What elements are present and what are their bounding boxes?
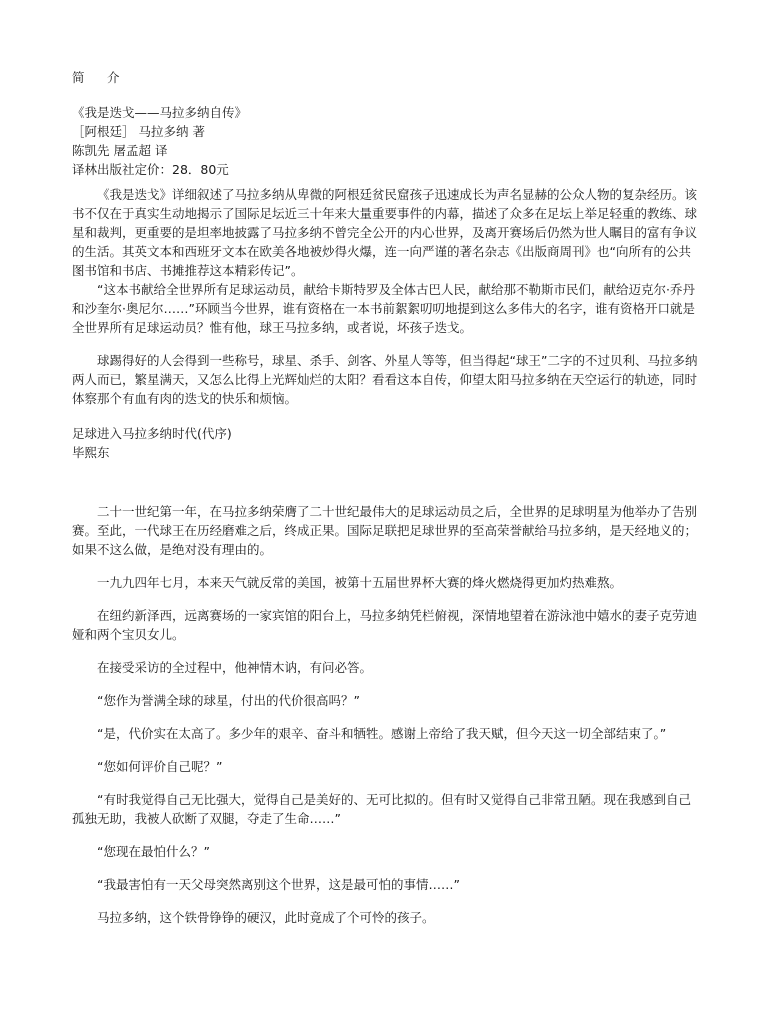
book-publisher-price: 译林出版社定价：28．80元 — [72, 162, 229, 177]
body-paragraph: “您如何评价自己呢？” — [97, 759, 223, 774]
intro-heading-part1: 简 — [72, 70, 86, 85]
body-paragraph: “有时我觉得自己无比强大，觉得自己是美好的、无可比拟的。但有时又觉得自己非常丑陋。现在我感到自己孤独无助，我被人砍断了双腿，夺走了生命……” — [72, 792, 691, 826]
book-author: ［阿根廷］ 马拉多纳 著 — [72, 124, 205, 139]
body-paragraph: “是，代价实在太高了。多少年的艰辛、奋斗和牺牲。感谢上帝给了我天赋，但今天这一切全部结束了。” — [97, 726, 667, 741]
preface-author: 毕熙东 — [72, 445, 110, 460]
book-info — [72, 103, 702, 179]
body-paragraph: “您作为誉满全球的球星，付出的代价很高吗？” — [97, 693, 360, 708]
body-paragraph: 一九九四年七月，本来天气就反常的美国，被第十五届世界杯大赛的烽火燃烧得更加灼热难熬。 — [97, 575, 623, 590]
preface-title: 足球进入马拉多纳时代(代序) — [72, 426, 232, 441]
intro-paragraph: “这本书献给全世界所有足球运动员，献给卡斯特罗及全体古巴人民，献给那不勒斯市民们，献给迈克尔·乔丹和沙奎尔·奥尼尔……”环顾当今世界，谁有资格在一本书前絮絮叨叨地提到这么多伟大的名字，谁有资格开口就是全世界所有足球运动员？惟有他，球王马拉多纳，或者说，坏孩子迭戈。 — [72, 282, 695, 335]
intro-heading — [72, 68, 702, 87]
preface-body — [72, 502, 702, 927]
body-paragraph: “您现在最怕什么？” — [97, 844, 210, 859]
intro-section — [72, 185, 702, 408]
body-paragraph: 马拉多纳，这个铁骨铮铮的硬汉，此时竟成了个可怜的孩子。 — [97, 910, 435, 925]
body-paragraph: 在纽约新泽西，远离赛场的一家宾馆的阳台上，马拉多纳凭栏俯视，深情地望着在游泳池中嬉水的妻子克劳迪娅和两个宝贝女儿。 — [72, 608, 698, 642]
document-page — [72, 68, 702, 927]
preface-header — [72, 424, 702, 462]
intro-paragraph: 球踢得好的人会得到一些称号，球星、杀手、剑客、外星人等等，但当得起“球王”二字的不过贝利、马拉多纳两人而已，繁星满天，又怎么比得上光辉灿烂的太阳？看看这本自传，仰望太阳马拉多纳在天空运行的轨迹，同时体察那个有血有肉的迭戈的快乐和烦恼。 — [72, 353, 698, 406]
intro-paragraph: 《我是迭戈》详细叙述了马拉多纳从卑微的阿根廷贫民窟孩子迅速成长为声名显赫的公众人物的复杂经历。该书不仅在于真实生动地揭示了国际足坛近三十年来大量重要事件的内幕，描述了众多在足坛上举足轻重的教练、球星和裁判，更重要的是坦率地披露了马拉多纳不曾完全公开的内心世界，及离开赛场后仍然为世人瞩目的富有争议的生活。其英文本和西班牙文本在欧美各地被炒得火爆，连一向严谨的著名杂志《出版商周刊》也“向所有的公共图书馆和书店、书摊推荐这本精彩传记”。 — [72, 187, 698, 278]
intro-heading-part2: 介 — [107, 70, 121, 85]
body-paragraph: 二十一世纪第一年，在马拉多纳荣膺了二十世纪最伟大的足球运动员之后，全世界的足球明星为他举办了告别赛。至此，一代球王在历经磨难之后，终成正果。国际足联把足球世界的至高荣誉献给马拉多纳，是天经地义的；如果不这么做，是绝对没有理由的。 — [72, 504, 698, 557]
book-translators: 陈凯先 屠孟超 译 — [72, 143, 168, 158]
book-title: 《我是迭戈——马拉多纳自传》 — [72, 105, 248, 120]
body-paragraph: “我最害怕有一天父母突然离别这个世界，这是最可怕的事情……” — [97, 877, 460, 892]
body-paragraph: 在接受采访的全过程中，他神情木讷，有问必答。 — [97, 660, 373, 675]
